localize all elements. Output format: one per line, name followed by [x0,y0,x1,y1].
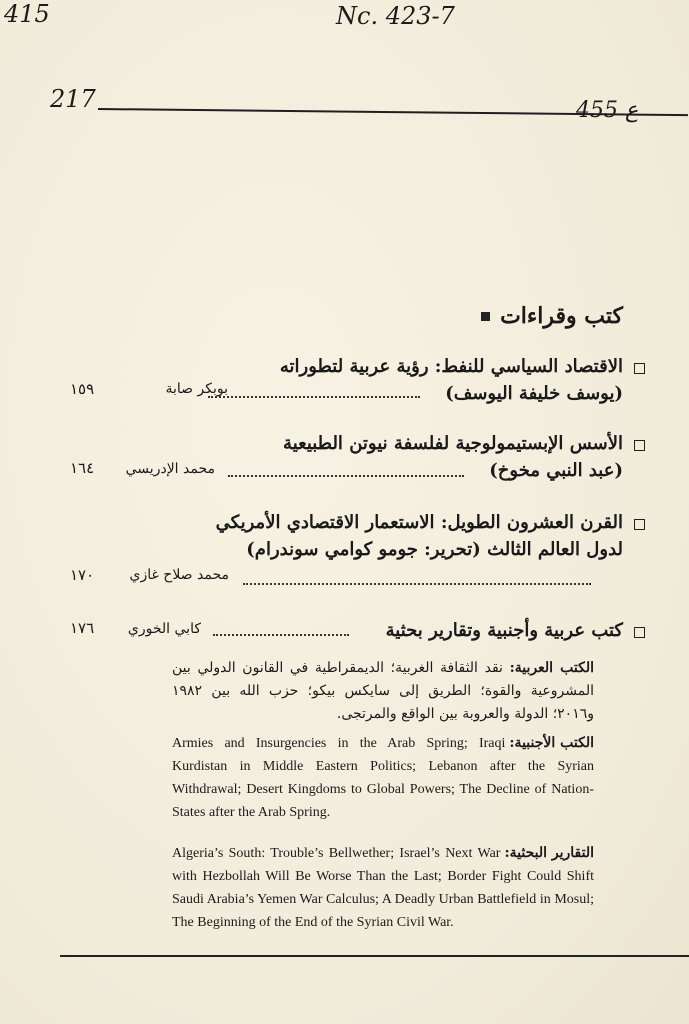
section-heading [481,303,623,329]
leader-dots [213,634,349,636]
entry-page-number: ١٥٩ [70,380,95,398]
arabic-books-paragraph [172,657,594,726]
entry-title-line2: (يوسف خليفة اليوسف) [445,383,623,404]
checkbox-icon [634,440,645,451]
entry-title-line1: الأسس الإبستيمولوجية لفلسفة نيوتن الطبيعية [283,433,623,454]
entry-page-number: ١٦٤ [70,459,95,477]
entry-title-line1: كتب عربية وأجنبية وتقارير بحثية [385,620,623,641]
research-reports-text: Algeria’s South: Trouble’s Bellwether; Israel’s Next War with Hezbollah Will Be Worse Than the Last; Border Fight Could Shift Saudi Arabia’s Yemen War Calculus; A Deadly Urban Battlefield in Mosul; The Beginning of the End of the Syrian Civil War. [172,846,594,930]
entry-title-line2: لدول العالم الثالث (تحرير: جومو كوامي سوندرام) [246,539,623,560]
leader-dots [243,583,591,585]
research-reports-label: التقارير البحثية: [504,845,594,861]
arabic-books-label: الكتب العربية: [509,660,595,676]
leader-dots [228,475,464,477]
checkbox-icon [634,363,645,374]
foreign-books-label: الكتب الأجنبية: [509,735,594,751]
toc-entry[interactable] [386,620,623,641]
foreign-books-text: Armies and Insurgencies in the Arab Spring; Iraqi Kurdistan in Middle Eastern Politics; Lebanon after the Syrian Withdrawal; Desert Kingdoms to Global Powers; The Decline of Nation-States after the Arab Spring. [172,736,594,820]
toc-entry[interactable] [283,433,623,481]
entry-title-line1: الاقتصاد السياسي للنفط: رؤية عربية لتطوراته [279,356,623,377]
entry-author: محمد صلاح غازي [129,567,229,583]
entry-author: بوبكر صابة [165,381,228,397]
arabic-books-text: نقد الثقافة الغربية؛ الديمقراطية في القانون الدولي بين المشروعية والقوة؛ الطريق إلى سايكس بيكو؛ حزب الله بين ١٩٨٢ و٢٠١٦؛ الدولة والعروبة بين الواقع والمرتجى. [172,660,594,722]
entry-author: محمد الإدريسي [125,461,215,477]
square-bullet-icon [481,312,490,321]
handwritten-call-number: Nc. 423-7 [336,2,455,30]
toc-entry[interactable] [216,512,623,560]
section-title: كتب وقراءات [500,303,623,329]
entry-author: كابي الخوري [127,621,201,637]
entry-title-line1: القرن العشرون الطويل: الاستعمار الاقتصادي الأمريكي [215,512,623,533]
handwritten-note-right: 455 ع [576,98,639,123]
checkbox-icon [634,519,645,530]
entry-page-number: ١٧٦ [70,619,95,637]
bottom-rule [60,955,689,957]
leader-dots [208,396,420,398]
entry-page-number: ١٧٠ [70,566,95,584]
checkbox-icon [634,627,645,638]
entry-title-line2: (عبد النبي مخوخ) [489,460,623,481]
research-reports-paragraph [172,842,594,934]
handwritten-note-top-left: 415 [4,0,50,28]
foreign-books-paragraph [172,732,594,824]
handwritten-note-left: 217 [50,85,96,113]
